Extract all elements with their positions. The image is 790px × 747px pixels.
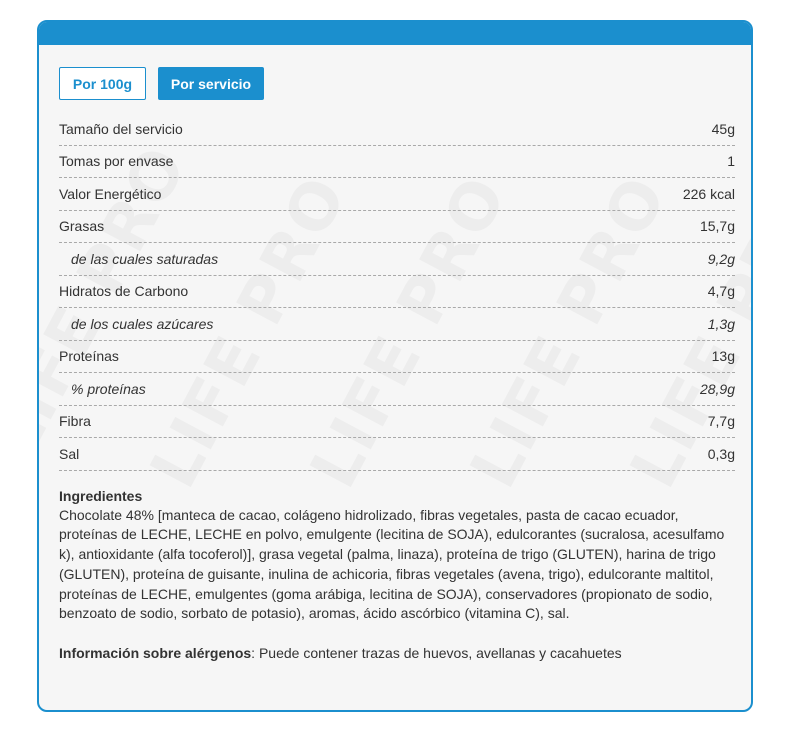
panel-header-bar (39, 22, 751, 45)
table-row (59, 113, 735, 146)
ingredients-text: Chocolate 48% [manteca de cacao, colágeno hidrolizado, fibras vegetales, pasta de cacao ecuador, proteínas de LECHE, LECHE en polvo, emulgente (lecitina de SOJA), edulcorantes (sucralosa, acesulfamo k), antioxidante (alfa tocoferol)], grasa vegetal (palma, linaza), proteína de trigo (GLUTEN), harina de trigo (GLUTEN), proteína de guisante, inulina de achicoria, fibras vegetales (avena, trigo), edulcorante maltitol, proteínas de LECHE, emulgentes (goma arábiga, lecitina de SOJA), conservadores (propionato de sodio, benzoato de sodio, sorbato de potasio), aromas, ácido ascórbico (vitamina C), sal. (59, 506, 725, 622)
table-row (59, 341, 735, 374)
allergens-text: : Puede contener trazas de huevos, avellanas y cacahuetes (251, 645, 622, 662)
table-row (59, 276, 735, 309)
serving-tabs (59, 67, 735, 100)
table-row (59, 438, 735, 471)
panel-content (59, 45, 735, 661)
row-value: 28,9g (699, 380, 735, 397)
row-label: Hidratos de Carbono (59, 283, 189, 300)
row-value: 1 (727, 153, 735, 170)
row-label: de las cuales saturadas (71, 250, 219, 267)
row-label: Tomas por envase (59, 153, 174, 170)
row-value: 15,7g (699, 218, 735, 235)
row-value: 45g (711, 120, 735, 137)
row-value: 0,3g (707, 445, 735, 462)
allergens-section (59, 645, 735, 661)
row-label: Fibra (59, 413, 91, 430)
row-value: 4,7g (707, 283, 735, 300)
row-label: Grasas (59, 218, 105, 235)
allergens-label: Información sobre alérgenos (59, 645, 252, 662)
table-row (59, 178, 735, 211)
ingredients-title: Ingredientes (59, 487, 143, 504)
table-row (59, 211, 735, 244)
row-value: 226 kcal (682, 185, 735, 202)
row-label: % proteínas (71, 380, 146, 397)
row-label: de los cuales azúcares (71, 315, 214, 332)
row-label: Valor Energético (59, 185, 162, 202)
table-row (59, 406, 735, 439)
row-label: Proteínas (59, 348, 119, 365)
row-label: Tamaño del servicio (59, 120, 183, 137)
ingredients-section (59, 488, 735, 625)
table-row (59, 146, 735, 179)
row-value: 7,7g (707, 413, 735, 430)
row-value: 9,2g (707, 250, 735, 267)
nutrition-table (59, 113, 735, 471)
row-value: 13g (711, 348, 735, 365)
tab-per-100g[interactable]: Por 100g (59, 67, 146, 100)
table-row (59, 243, 735, 276)
row-value: 1,3g (707, 315, 735, 332)
table-row (59, 373, 735, 406)
table-row (59, 308, 735, 341)
tab-per-serving[interactable]: Por servicio (158, 67, 264, 100)
row-label: Sal (59, 445, 80, 462)
nutrition-panel (37, 20, 753, 712)
